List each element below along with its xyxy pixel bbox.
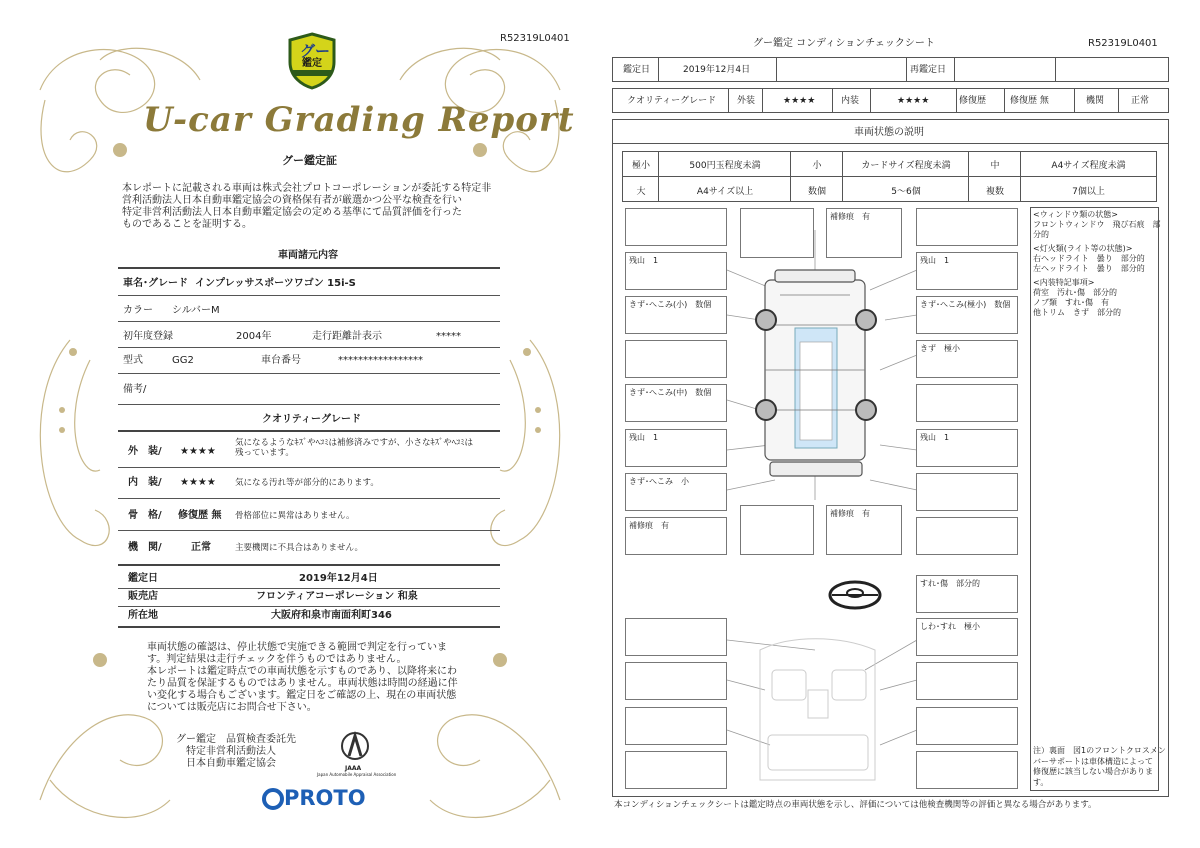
grade-ext-value: ★★★★ bbox=[180, 446, 216, 457]
model: GG2 bbox=[172, 355, 194, 366]
callout-l11 bbox=[625, 751, 727, 789]
grade-frame-label: 骨 格/ bbox=[128, 510, 162, 521]
remarks-label: 備考/ bbox=[123, 384, 147, 395]
legend-table bbox=[622, 151, 1157, 202]
car-name-label: 車名･グレード bbox=[123, 278, 188, 289]
jaaa-logo bbox=[317, 730, 397, 778]
callout-l3 bbox=[625, 340, 727, 378]
callout-r6 bbox=[916, 473, 1018, 511]
legend-k2: 中 bbox=[990, 161, 1000, 171]
chassis-label: 車台番号 bbox=[261, 355, 301, 366]
first-reg: 2004年 bbox=[236, 331, 272, 342]
ext-label: 外装 bbox=[737, 96, 756, 106]
kantei-date: 2019年12月4日 bbox=[683, 65, 751, 75]
callout-r5: 残山 1 bbox=[916, 429, 1018, 467]
condition-check-sheet bbox=[600, 0, 1200, 848]
side-notes: <ウィンドウ類の状態> フロントウィンドウ 飛び石痕 部 分的 <灯火類(ライト等の状態)> 右ヘッドライト 曇り 部分的 左ヘッドライト 曇り 部分的 <内装特記事項> 荷室 汚れ･傷 部分的 ノブ類 すれ･傷 有 他トリム きず 部分的 bbox=[1033, 210, 1161, 317]
jaaa-emblem-icon bbox=[325, 730, 385, 766]
chassis: ***************** bbox=[338, 355, 423, 366]
state-title: 車両状態の説明 bbox=[854, 127, 924, 138]
logo-top: グー bbox=[300, 42, 331, 60]
callout-l4: きず･へこみ(中) 数個 bbox=[625, 384, 727, 422]
legend-k4: 数個 bbox=[807, 187, 826, 197]
shop: フロンティアコーポレーション 和泉 bbox=[256, 591, 418, 602]
legend-v5: 7個以上 bbox=[1072, 187, 1105, 197]
footer-org: グー鑑定 品質検査委託先 特定非営利活動法人 日本自動車鑑定協会 bbox=[176, 734, 296, 769]
int-label: 内装 bbox=[841, 96, 860, 106]
legend-v1: カードサイズ程度未満 bbox=[861, 161, 951, 171]
date-label: 鑑定日 bbox=[128, 573, 158, 584]
jaaa-text: JAAA bbox=[345, 765, 362, 772]
ext-value: ★★★★ bbox=[783, 96, 816, 106]
callout-r1: 残山 1 bbox=[916, 252, 1018, 290]
addr-label: 所在地 bbox=[128, 610, 158, 621]
steering-wheel-icon bbox=[830, 582, 880, 608]
goo-kantei-logo bbox=[286, 32, 338, 90]
callout-bot-mid: 補修痕 有 bbox=[826, 505, 902, 555]
callout-l7: 補修痕 有 bbox=[625, 517, 727, 555]
callout-r4 bbox=[916, 384, 1018, 422]
color-value: シルバーM bbox=[172, 305, 220, 316]
callout-r2: きず･へこみ(極小) 数個 bbox=[916, 296, 1018, 334]
callout-top-mid: 補修痕 有 bbox=[826, 208, 902, 258]
callout-bot-left bbox=[740, 505, 814, 555]
legend-k0: 極小 bbox=[631, 161, 650, 171]
mileage-label: 走行距離計表示 bbox=[312, 331, 382, 342]
intro-text: 本レポートに記載される車両は株式会社プロトコーポレーションが委託する特定非 営利活動法人日本自動車鑑定協会の資格保有者が厳選かつ公平な検査を行い 特定非営利活動法人日本自動車鑑定協会の定める基準にて品質評価を行った ものであることを証明する。 bbox=[122, 183, 492, 230]
callout-l2: きず･へこみ(小) 数個 bbox=[625, 296, 727, 334]
repair-label: 修復歴 bbox=[959, 96, 987, 106]
callout-r9 bbox=[916, 662, 1018, 700]
report-id: R52319L0401 bbox=[500, 33, 570, 44]
callout-l8 bbox=[625, 618, 727, 656]
script-title: U-car Grading Report bbox=[143, 100, 575, 140]
callout-l6: きず･へこみ 小 bbox=[625, 473, 727, 511]
kantei-date-label: 鑑定日 bbox=[623, 65, 651, 75]
legend-v2: A4サイズ程度未満 bbox=[1051, 161, 1126, 171]
grade-frame-value: 修復歴 無 bbox=[178, 510, 222, 521]
callout-l5: 残山 1 bbox=[625, 429, 727, 467]
callout-l10 bbox=[625, 707, 727, 745]
grade-frame-desc: 骨格部位に異常はありません。 bbox=[235, 511, 355, 521]
legend-k3: 大 bbox=[636, 187, 646, 197]
callout-r7 bbox=[916, 517, 1018, 555]
callout-l0 bbox=[625, 208, 727, 246]
proto-mark-icon bbox=[262, 788, 284, 810]
legend-v4: 5〜6個 bbox=[891, 187, 921, 197]
first-reg-label: 初年度登録 bbox=[123, 331, 173, 342]
date: 2019年12月4日 bbox=[299, 573, 378, 584]
qg-label: クオリティーグレード bbox=[627, 96, 717, 106]
legend-k5: 複数 bbox=[985, 187, 1004, 197]
color-label: カラー bbox=[123, 305, 153, 316]
quality-title: クオリティーグレード bbox=[262, 414, 361, 425]
grade-engine-value: 正常 bbox=[191, 542, 211, 553]
legend-v3: A4サイズ以上 bbox=[696, 187, 754, 197]
shop-label: 販売店 bbox=[128, 591, 158, 602]
callout-r11 bbox=[916, 751, 1018, 789]
side-footnote: 注）裏面 図1のフロントクロスメン バーサポートは車体構造によって 修復歴に該当しない場合がありま す。 bbox=[1033, 746, 1166, 787]
model-label: 型式 bbox=[123, 355, 143, 366]
notes-text: 車両状態の確認は、停止状態で実施できる範囲で判定を行っていま す。判定結果は走行チェックを伴うものではありません。 本レポートは鑑定時点での車両状態を示すものであり、以降将来にわ たり品質を保証するものではありません。車両状態は時間の経過に伴 い変化する場合もございます。鑑定日をご確認の上、現在の車両状態 については販売店にお問合せ下さい。 bbox=[147, 642, 458, 713]
repair-value: 修復歴 無 bbox=[1010, 96, 1049, 106]
redate-label: 再鑑定日 bbox=[910, 65, 947, 75]
grade-engine-desc: 主要機関に不具合はありません。 bbox=[235, 543, 364, 553]
grade-int-desc: 気になる汚れ等が部分的にあります。 bbox=[235, 478, 379, 488]
callout-r10 bbox=[916, 707, 1018, 745]
side-notes-box bbox=[1030, 207, 1166, 791]
grade-ext-desc: 気になるようなｷｽﾞやﾍｺﾐは補修済みですが、小さなｷｽﾞやﾍｺﾐは 残っています。 bbox=[235, 438, 474, 459]
engine-value: 正常 bbox=[1131, 96, 1150, 106]
jaaa-subtext: Japan Automobile Appraisal Association bbox=[317, 772, 397, 777]
callout-l9 bbox=[625, 662, 727, 700]
grade-int-value: ★★★★ bbox=[180, 477, 216, 488]
callout-l1: 残山 1 bbox=[625, 252, 727, 290]
callout-steer: すれ･傷 部分的 bbox=[916, 575, 1018, 613]
callout-r8: しわ･すれ 極小 bbox=[916, 618, 1018, 656]
car-name: インプレッサスポーツワゴン 15i-S bbox=[195, 278, 356, 289]
cert-title: グー鑑定証 bbox=[282, 154, 337, 167]
grade-int-label: 内 装/ bbox=[128, 477, 162, 488]
sheet-title: グー鑑定 コンディションチェックシート bbox=[753, 38, 935, 49]
quality-row bbox=[612, 88, 1169, 113]
date-row bbox=[612, 57, 1169, 82]
addr: 大阪府和泉市南面利町346 bbox=[271, 610, 392, 621]
grade-engine-label: 機 関/ bbox=[128, 542, 162, 553]
legend-k1: 小 bbox=[812, 161, 822, 171]
legend-v0: 500円玉程度未満 bbox=[689, 161, 761, 171]
logo-bottom: 鑑定 bbox=[302, 58, 322, 69]
engine-label: 機関 bbox=[1086, 96, 1105, 106]
proto-text: PROTO bbox=[284, 786, 366, 810]
spec-title: 車両諸元内容 bbox=[278, 250, 338, 261]
callout-r0 bbox=[916, 208, 1018, 246]
callout-r3: きず 極小 bbox=[916, 340, 1018, 378]
int-value: ★★★★ bbox=[897, 96, 930, 106]
callout-top-left bbox=[740, 208, 814, 258]
mileage: ***** bbox=[436, 331, 461, 342]
grade-ext-label: 外 装/ bbox=[128, 446, 162, 457]
sheet-report-id: R52319L0401 bbox=[1088, 38, 1158, 49]
disclaimer: 本コンディションチェックシートは鑑定時点の車両状態を示し、評価については他検査機関等の評価と異なる場合があります。 bbox=[614, 800, 1097, 810]
